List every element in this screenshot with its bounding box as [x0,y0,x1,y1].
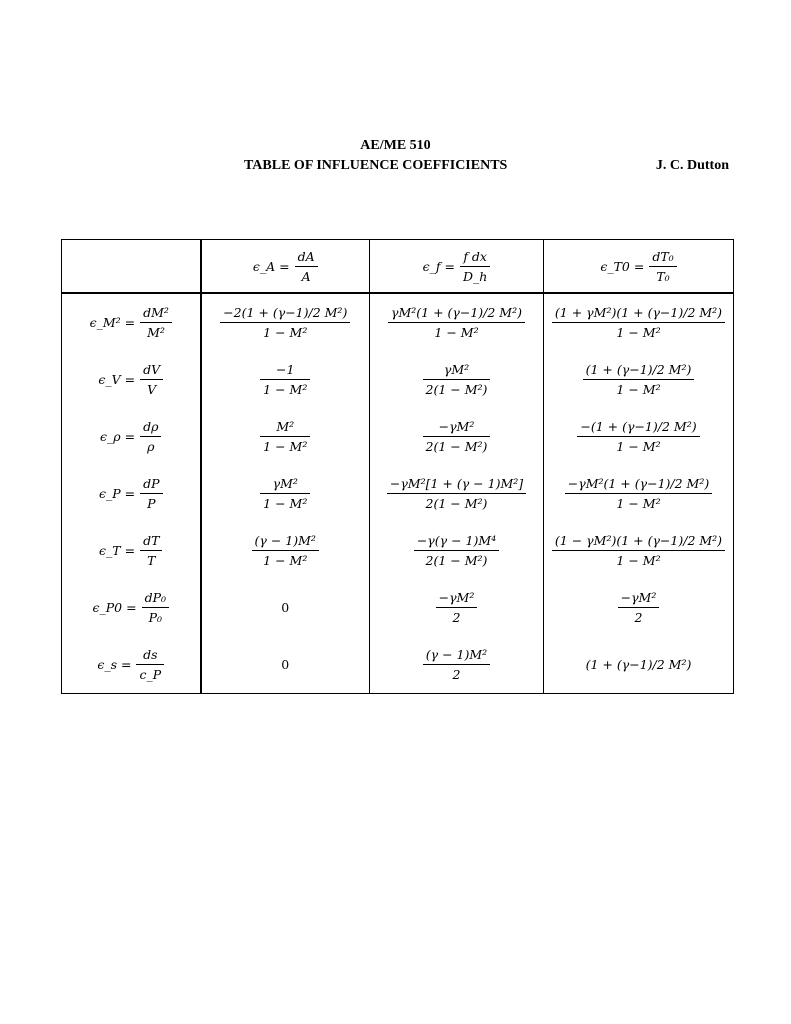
cell-denominator: 1 − M² [583,379,695,398]
cell-denominator: 1 − M² [260,493,310,512]
row-header-lhs: ϵ_P = [98,486,136,501]
row-header-entropy [62,636,201,694]
row-header-pressure [62,465,201,522]
table-row [62,579,734,636]
coefficient-cell [201,465,370,522]
cell-denominator: 2 [436,607,478,626]
row-header-num: dT [143,533,160,548]
row-header-lhs: ϵ_V = [98,372,136,387]
col-header-friction [370,240,544,294]
cell-denominator: 1 − M² [552,322,725,341]
cell-denominator: 2(1 − M²) [423,436,491,455]
row-header-den: P₀ [142,607,169,626]
row-header-mach [62,293,201,351]
cell-denominator: 1 − M² [260,379,310,398]
row-header-den: c_P [136,664,164,683]
cell-numerator: −γM² [438,419,475,434]
cell-numerator: −γM²(1 + (γ−1)/2 M²) [567,476,710,491]
row-header-lhs: ϵ_P0 = [92,600,137,615]
col-header-lhs: ϵ_T0 = [600,258,645,274]
influence-coefficients-table [61,239,734,694]
cell-denominator: 2(1 − M²) [414,550,499,569]
col-header-den: D_h [460,266,490,285]
row-header-den: M² [140,322,172,341]
row-header-temperature [62,522,201,579]
cell-denominator: 1 − M² [260,436,310,455]
cell-numerator: −γM² [438,590,475,605]
coefficient-cell [370,579,544,636]
row-header-lhs: ϵ_T = [99,543,136,558]
cell-numerator: (1 + γM²)(1 + (γ−1)/2 M²) [554,305,723,320]
row-header-density [62,408,201,465]
cell-numerator: (1 + (γ−1)/2 M²) [585,362,692,377]
cell-numerator: γM² [272,476,298,491]
cell-numerator: −2(1 + (γ−1)/2 M²) [223,305,348,320]
row-header-num: ds [143,647,158,662]
row-header-lhs: ϵ_ρ = [100,429,136,444]
row-header-den: P [140,493,162,512]
cell-numerator: −γM²[1 + (γ − 1)M²] [389,476,524,491]
coefficient-cell [201,293,370,351]
cell-numerator: −γM² [620,590,657,605]
col-header-num: f dx [463,248,487,264]
col-header-lhs: ϵ_f = [422,258,455,274]
coefficient-cell [544,636,734,694]
col-header-den: A [295,266,318,285]
table-row [62,293,734,351]
row-header-lhs: ϵ_s = [97,657,132,672]
coefficient-cell [544,293,734,351]
coefficient-cell [370,408,544,465]
row-header-num: dP [143,476,160,491]
coefficient-cell [544,408,734,465]
coefficient-cell [370,465,544,522]
cell-denominator: 2 [618,607,660,626]
row-header-num: dρ [143,419,159,434]
row-header-lhs: ϵ_M² = [89,315,136,330]
cell-numerator: M² [276,419,295,434]
coefficient-cell [201,522,370,579]
cell-numerator: −γ(γ − 1)M⁴ [416,533,497,548]
table-row [62,636,734,694]
coefficient-cell [544,465,734,522]
cell-denominator: 2(1 − M²) [387,493,526,512]
coefficient-cell [201,351,370,408]
cell-numerator: −(1 + (γ−1)/2 M²) [580,419,697,434]
col-header-den: T₀ [649,266,676,285]
table-title: TABLE OF INFLUENCE COEFFICIENTS [244,158,508,173]
col-header-area [201,240,370,294]
row-header-den: V [140,379,163,398]
cell-numerator: γM² [443,362,470,377]
cell-denominator: 1 − M² [565,493,712,512]
row-header-num: dM² [143,305,169,320]
col-header-num: dT₀ [652,248,674,264]
table-row [62,408,734,465]
row-header-velocity [62,351,201,408]
coefficient-cell [201,579,370,636]
cell-denominator: 2(1 − M²) [423,379,491,398]
cell-denominator: 1 − M² [577,436,699,455]
coefficient-cell [544,579,734,636]
col-header-stagnation-temp [544,240,734,294]
cell-value: 0 [281,600,290,615]
row-header-num: dV [143,362,161,377]
cell-value: 0 [281,657,290,672]
row-header-stagnation-pressure [62,579,201,636]
row-header-den: T [140,550,162,569]
coefficient-cell [370,293,544,351]
coefficient-cell [370,636,544,694]
cell-denominator: 2 [423,664,490,683]
cell-denominator: 1 − M² [388,322,525,341]
table-row [62,351,734,408]
author: J. C. Dutton [655,158,729,173]
cell-numerator: γM²(1 + (γ−1)/2 M²) [390,305,522,320]
cell-denominator: 1 − M² [220,322,350,341]
coefficient-cell [544,351,734,408]
row-header-den: ρ [140,436,161,455]
coefficient-cell [544,522,734,579]
cell-denominator: 1 − M² [252,550,319,569]
cell-denominator: 1 − M² [552,550,725,569]
header-row [62,240,734,294]
coefficient-cell [201,408,370,465]
cell-numerator: (1 − γM²)(1 + (γ−1)/2 M²) [554,533,723,548]
coefficient-cell [370,351,544,408]
course-title: AE/ME 510 [360,138,431,153]
row-header-num: dP₀ [144,590,166,605]
coefficient-cell [201,636,370,694]
coefficient-cell [370,522,544,579]
col-header-num: dA [297,248,315,264]
col-header-lhs: ϵ_A = [252,258,290,274]
cell-value: (1 + (γ−1)/2 M²) [585,657,692,672]
cell-numerator: (γ − 1)M² [254,533,316,548]
table-row [62,465,734,522]
cell-numerator: −1 [276,362,295,377]
cell-numerator: (γ − 1)M² [425,647,488,662]
table-row [62,522,734,579]
corner-cell [62,240,201,294]
